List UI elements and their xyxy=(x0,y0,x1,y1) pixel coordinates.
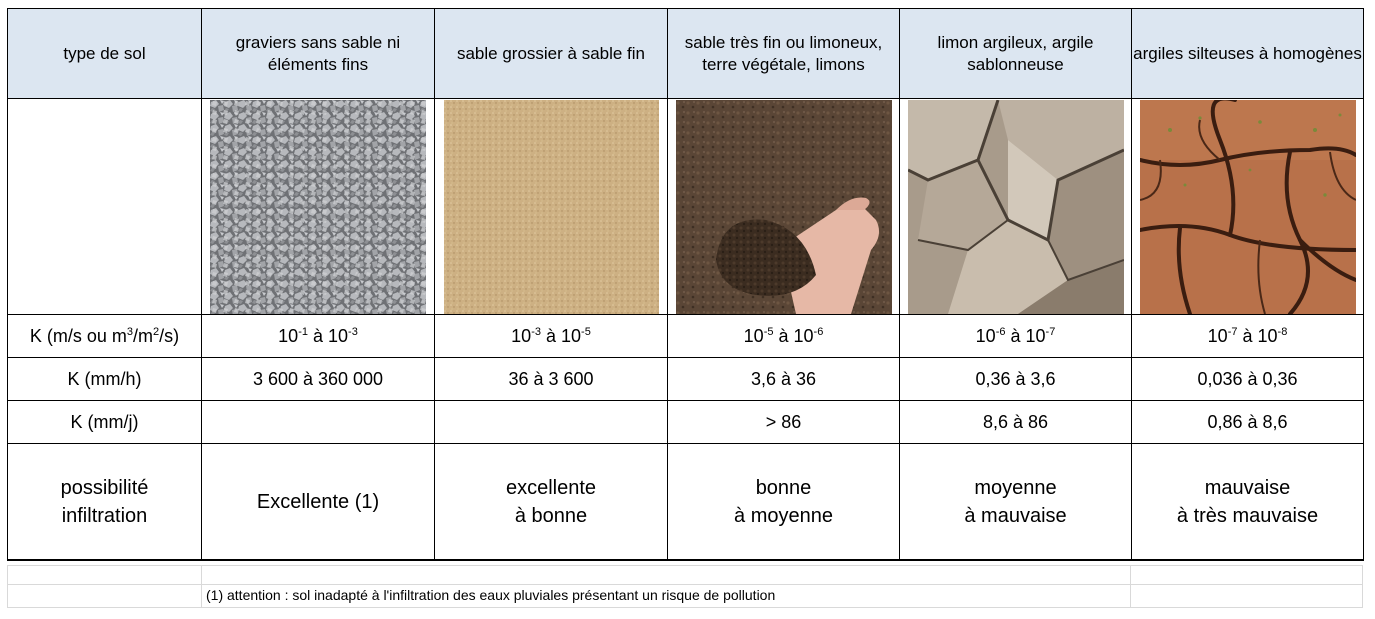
header-gravel: graviers sans sable ni éléments fins xyxy=(202,9,435,99)
infiltration-label: possibilité infiltration xyxy=(8,444,202,561)
k-mmh-value: 36 à 3 600 xyxy=(435,358,668,401)
dry-silty-clay-image xyxy=(908,100,1124,314)
clay-cell xyxy=(1132,99,1364,315)
sand-cell xyxy=(435,99,668,315)
k-mmj-row xyxy=(8,401,1364,444)
k-ms-value: $10^{-5}$ à $10^{-6}$ xyxy=(668,315,900,358)
header-coarse-sand: sable grossier à sable fin xyxy=(435,9,668,99)
gridline xyxy=(201,565,202,608)
k-mmh-value: 3 600 à 360 000 xyxy=(202,358,435,401)
k-mmh-value: 3,6 à 36 xyxy=(668,358,900,401)
gravel-cell xyxy=(202,99,435,315)
infiltration-value: mauvaise à très mauvaise xyxy=(1132,444,1364,561)
header-silty-clay: argiles silteuses à homogènes xyxy=(1132,9,1364,99)
footnote-area xyxy=(7,565,1363,608)
k-mmh-value: 0,036 à 0,36 xyxy=(1132,358,1364,401)
k-ms-value: $10^{-3}$ à $10^{-5}$ xyxy=(435,315,668,358)
infiltration-value: moyenne à mauvaise xyxy=(900,444,1132,561)
gridline xyxy=(1362,565,1363,608)
silt-cell xyxy=(900,99,1132,315)
header-clay-loam: limon argileux, argile sablonneuse xyxy=(900,9,1132,99)
k-ms-label: K (m/s ou $m^3/m^2/s$) xyxy=(8,315,202,358)
k-mmj-value xyxy=(435,401,668,444)
k-mmh-value: 0,36 à 3,6 xyxy=(900,358,1132,401)
k-ms-value: $10^{-1}$ à $10^{-3}$ xyxy=(202,315,435,358)
k-mmj-value: 0,86 à 8,6 xyxy=(1132,401,1364,444)
footnote: (1) attention : sol inadapté à l'infiltration des eaux pluviales présentant un risque de pollution xyxy=(206,587,776,603)
k-ms-value: $10^{-6}$ à $10^{-7}$ xyxy=(900,315,1132,358)
header-row xyxy=(8,9,1364,99)
image-row-label xyxy=(8,99,202,315)
soil-in-hand-image xyxy=(676,100,892,314)
infiltration-row xyxy=(8,444,1364,561)
gridline xyxy=(1130,565,1131,608)
k-ms-value: $10^{-7}$ à $10^{-8}$ xyxy=(1132,315,1364,358)
k-mmh-label: K (mm/h) xyxy=(8,358,202,401)
gridline xyxy=(7,607,1363,608)
k-mmj-value: > 86 xyxy=(668,401,900,444)
soil-cell xyxy=(668,99,900,315)
gridline xyxy=(7,584,1363,585)
k-mmj-label: K (mm/j) xyxy=(8,401,202,444)
infiltration-value: bonne à moyenne xyxy=(668,444,900,561)
header-soil-type: type de sol xyxy=(8,9,202,99)
cracked-clay-image xyxy=(1140,100,1356,314)
sand-image xyxy=(444,100,659,314)
k-mmj-value xyxy=(202,401,435,444)
k-ms-row xyxy=(8,315,1364,358)
header-fine-sand: sable très fin ou limoneux, terre végétale, limons xyxy=(668,9,900,99)
soil-permeability-table xyxy=(7,8,1364,561)
image-row xyxy=(8,99,1364,315)
gravel-image xyxy=(210,100,426,314)
k-mmj-value: 8,6 à 86 xyxy=(900,401,1132,444)
infiltration-value: excellente à bonne xyxy=(435,444,668,561)
infiltration-value: Excellente (1) xyxy=(202,444,435,561)
gridline xyxy=(7,565,8,608)
k-mmh-row xyxy=(8,358,1364,401)
gridline xyxy=(7,565,1363,566)
